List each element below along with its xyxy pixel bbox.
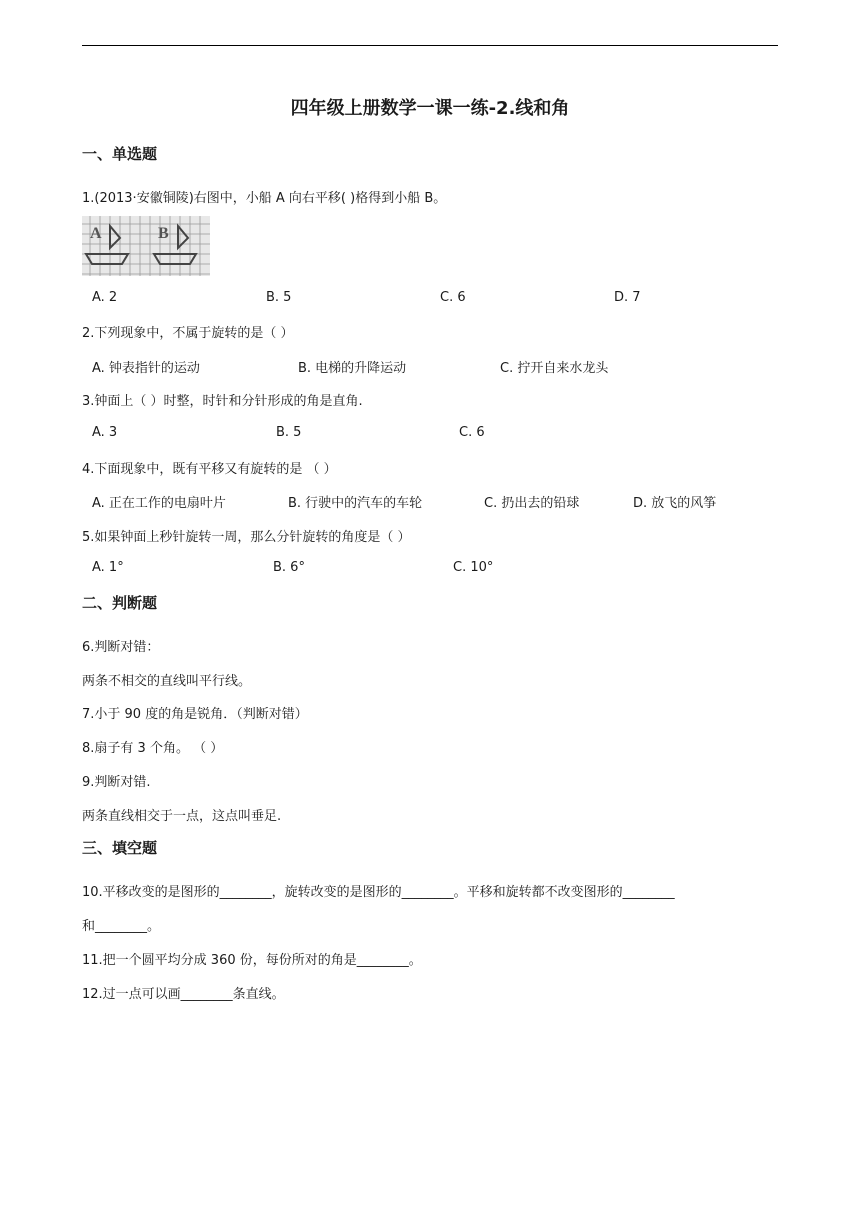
q1-option-c[interactable]: C. 6	[440, 290, 466, 305]
q2-option-a[interactable]: A. 钟表指针的运动	[92, 361, 200, 376]
section-heading-true-false: 二、判断题	[82, 594, 158, 612]
header-rule	[82, 45, 778, 46]
q4-option-a[interactable]: A. 正在工作的电扇叶片	[92, 496, 226, 511]
question-7-stem: 7.小于 90 度的角是锐角．（判断对错）	[82, 707, 308, 722]
q5-option-c[interactable]: C. 10°	[453, 560, 494, 575]
boat-a-label: A	[90, 225, 102, 242]
question-3-stem: 3.钟面上（ ）时整，时针和分针形成的角是直角.	[82, 394, 363, 409]
q1-option-b[interactable]: B. 5	[266, 290, 292, 305]
question-11-stem: 11.把一个圆平均分成 360 份，每份所对的角是________。	[82, 953, 422, 968]
q4-option-b[interactable]: B. 行驶中的汽车的车轮	[288, 496, 423, 511]
q4-option-d[interactable]: D. 放飞的风筝	[633, 496, 717, 511]
q5-option-a[interactable]: A. 1°	[92, 560, 124, 575]
question-6-statement: 两条不相交的直线叫平行线。	[82, 674, 252, 689]
question-10-line2: 和________。	[82, 919, 161, 934]
q3-option-a[interactable]: A. 3	[92, 425, 118, 440]
question-5-stem: 5.如果钟面上秒针旋转一周，那么分针旋转的角度是（ ）	[82, 530, 411, 545]
boat-b-label: B	[158, 225, 169, 242]
question-8-stem: 8.扇子有 3 个角。 （ ）	[82, 741, 224, 756]
question-9-stem: 9.判断对错.	[82, 775, 151, 790]
question-2-stem: 2.下列现象中，不属于旋转的是（ ）	[82, 326, 294, 341]
q2-option-b[interactable]: B. 电梯的升降运动	[298, 361, 407, 376]
question-4-stem: 4.下面现象中，既有平移又有旋转的是 （ ）	[82, 462, 337, 477]
question-1-stem: 1.(2013·安徽铜陵)右图中，小船 A 向右平移( )格得到小船 B。	[82, 191, 447, 206]
q5-option-b[interactable]: B. 6°	[273, 560, 305, 575]
question-9-statement: 两条直线相交于一点，这点叫垂足.	[82, 809, 282, 824]
q1-option-d[interactable]: D. 7	[614, 290, 641, 305]
q3-option-c[interactable]: C. 6	[459, 425, 485, 440]
q2-option-c[interactable]: C. 拧开自来水龙头	[500, 361, 609, 376]
q4-option-c[interactable]: C. 扔出去的铅球	[484, 496, 580, 511]
q3-option-b[interactable]: B. 5	[276, 425, 302, 440]
section-heading-fill-blank: 三、填空题	[82, 839, 158, 857]
question-12-stem: 12.过一点可以画________条直线。	[82, 987, 285, 1002]
boat-grid-figure	[82, 216, 210, 276]
q1-option-a[interactable]: A. 2	[92, 290, 118, 305]
section-heading-single-choice: 一、单选题	[82, 145, 158, 163]
page-title: 四年级上册数学一课一练-2.线和角	[290, 98, 570, 119]
question-10-line1: 10.平移改变的是图形的________，旋转改变的是图形的________。平移和旋转都不改变图形的________	[82, 885, 675, 900]
question-6-stem: 6.判断对错：	[82, 640, 160, 655]
